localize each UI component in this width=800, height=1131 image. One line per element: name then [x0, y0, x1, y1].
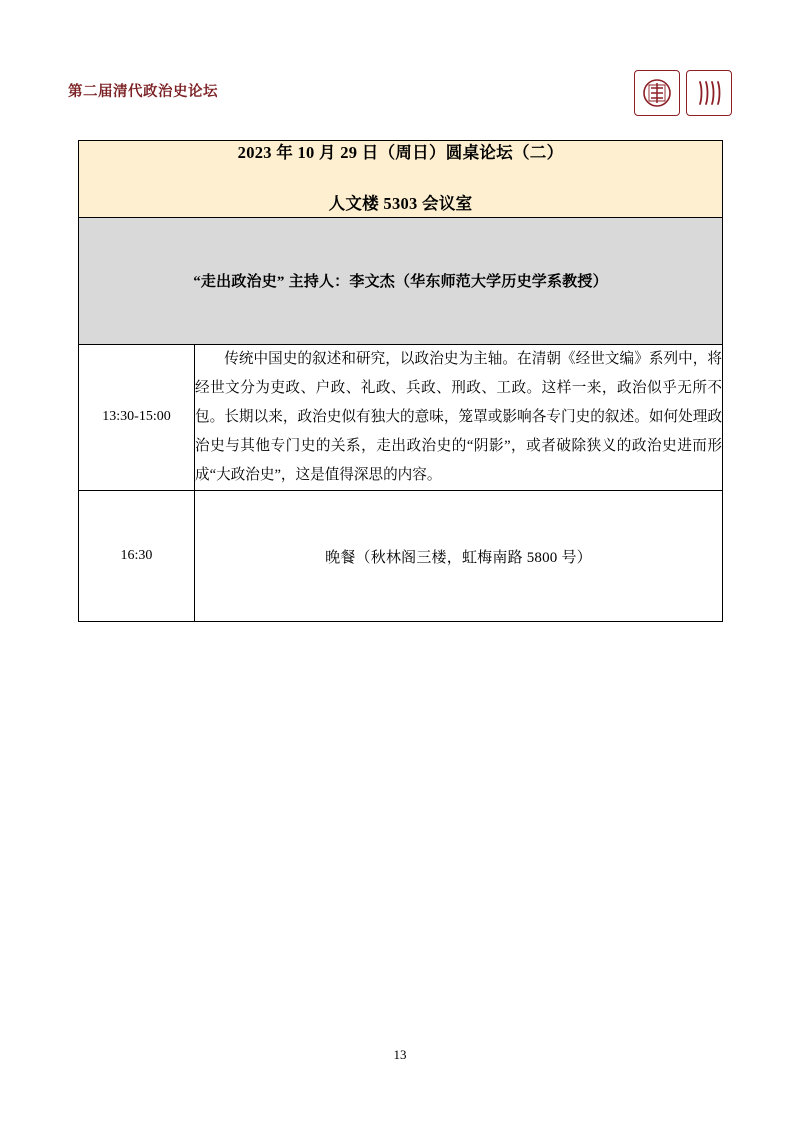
- page-header: [68, 70, 732, 118]
- schedule-table: [78, 140, 723, 622]
- session-description-cell: [195, 344, 723, 491]
- logo-group: [634, 70, 732, 116]
- university-seal-left-icon: [634, 70, 680, 116]
- table-row-session-header: [79, 217, 723, 344]
- session-description-text: 传统中国史的叙述和研究，以政治史为主轴。在清朝《经世文编》系列中，将经世文分为吏政、户政、礼政、兵政、刑政、工政。这样一来，政治似乎无所不包。长期以来，政治史似有独大的意味，笼罩或影响各专门史的叙述。如何处理政治史与其他专门史的关系，走出政治史的“阴影”，或者破除狭义的政治史进而形成“大政治史”，这是值得深思的内容。: [195, 350, 723, 484]
- time-cell: 13:30-15:00: [79, 344, 195, 491]
- table-title-line2: 人文楼 5303 会议室: [328, 193, 473, 213]
- header-title: 第二届清代政治史论坛: [68, 84, 218, 100]
- table-row: [79, 344, 723, 491]
- table-row: [79, 491, 723, 622]
- session-header-cell: “走出政治史” 主持人：李文杰（华东师范大学历史学系教授）: [79, 217, 723, 344]
- table-title-line1: 2023 年 10 月 29 日（周日）圆桌论坛（二）: [237, 143, 564, 162]
- table-title-cell: [79, 141, 723, 218]
- dinner-cell: 晚餐（秋林阁三楼，虹梅南路 5800 号）: [195, 491, 723, 622]
- university-seal-right-icon: [686, 70, 732, 116]
- time-cell: 16:30: [79, 491, 195, 622]
- page-number: 13: [393, 1047, 407, 1062]
- table-row-title: [79, 141, 723, 218]
